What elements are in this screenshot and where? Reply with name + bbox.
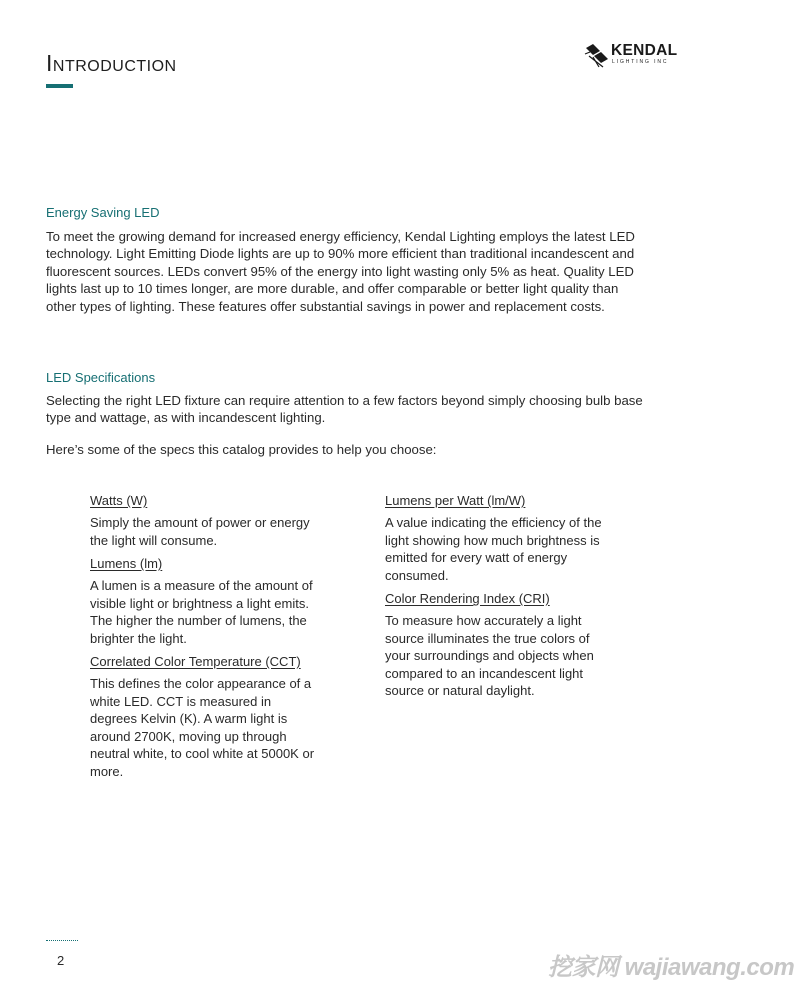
section-paragraph: To meet the growing demand for increased energy efficiency, Kendal Lighting employs the latest LED technology. Light Emitting Diode lights are up to 90% more efficient than traditional incandescent and fluorescent sources. LEDs convert 95% of the energy into light wasting only 5% as heat. Quality LED lights last up to 10 times longer, are more durable, and offer comparable or better light quality than other types of lighting. These features offer substantial savings in power and replacement costs. (46, 229, 635, 314)
spec-description: A value indicating the efficiency of the light showing how much brightness is emitted for every watt of energy consumed. (385, 515, 602, 583)
spec-item (385, 492, 615, 584)
spec-item (90, 653, 320, 780)
spec-item (90, 492, 320, 549)
spec-item (90, 555, 320, 647)
page-number: 2 (57, 953, 65, 968)
spec-column-right (385, 492, 615, 706)
section-paragraph: Here’s some of the specs this catalog provides to help you choose: (46, 442, 437, 457)
spec-title: Lumens (lm) (90, 556, 163, 571)
logo-name: KENDAL (611, 42, 678, 59)
spec-column-left (90, 492, 320, 786)
spec-title: Color Rendering Index (CRI) (385, 591, 550, 606)
title-accent-rule (46, 84, 73, 88)
spec-title: Watts (W) (90, 493, 148, 508)
logo-subtitle: LIGHTING INC (612, 59, 669, 65)
watermark: 挖家网 wajiawang.com (548, 954, 794, 981)
page-title (46, 50, 177, 77)
page-title-text: Introduction (46, 50, 177, 76)
spec-description: This defines the color appearance of a white LED. CCT is measured in degrees Kelvin (K). A warm light is around 2700K, moving up through neutral white, to cool white at 5000K or more. (90, 676, 315, 779)
spec-description: A lumen is a measure of the amount of visible light or brightness a light emits. The higher the number of lumens, the brighter the light. (90, 578, 313, 646)
spec-item (385, 590, 615, 700)
section-paragraph: Selecting the right LED fixture can require attention to a few factors beyond simply choosing bulb base type and wattage, as with incandescent lighting. (46, 393, 643, 426)
brand-logo (584, 42, 684, 70)
spec-title: Correlated Color Temperature (CCT) (90, 654, 301, 669)
spec-description: To measure how accurately a light source illuminates the true colors of your surroundings and objects when compared to an incandescent light source or natural daylight. (385, 613, 594, 698)
footer-dotted-rule (46, 940, 78, 943)
section-heading: LED Specifications (46, 370, 156, 385)
logo-mark-icon (584, 42, 612, 68)
spec-description: Simply the amount of power or energy the light will consume. (90, 515, 310, 548)
section-heading: Energy Saving LED (46, 205, 160, 220)
spec-title: Lumens per Watt (lm/W) (385, 493, 526, 508)
